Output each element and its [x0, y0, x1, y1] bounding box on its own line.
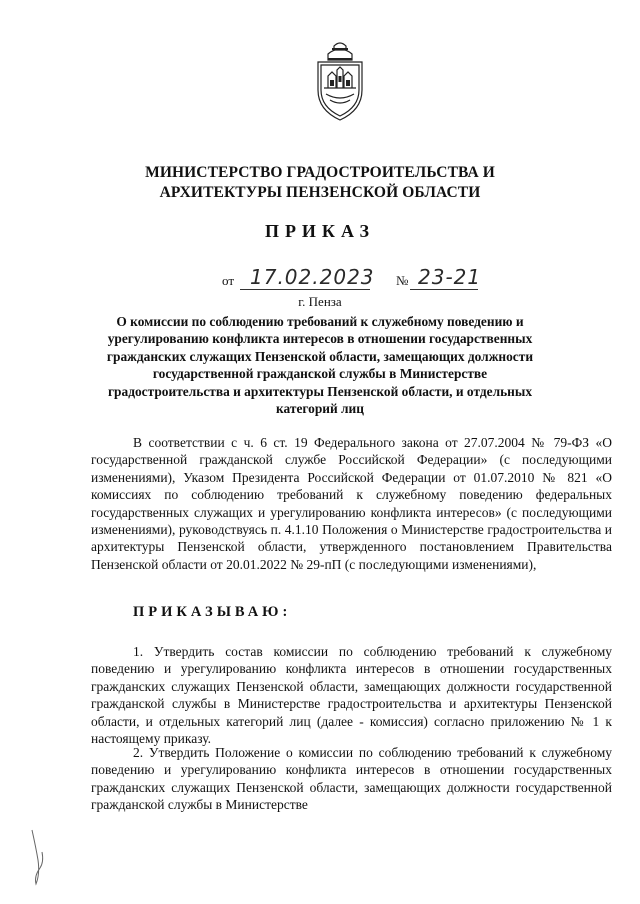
decree-heading: ПРИКАЗЫВАЮ:	[133, 604, 292, 620]
margin-pencil-mark	[28, 828, 50, 888]
order-subject: О комиссии по соблюдению требований к служебному поведению и урегулированию конфликта интересов в отношении государственных гражданских служащих Пензенской области, замещающих должности государственной гражданской службы в Министерстве градостроительства и архитектуры Пензенской области, и отдельных категорий лиц	[106, 314, 534, 417]
coat-of-arms-emblem	[312, 40, 368, 122]
handwritten-date: 17.02.2023	[250, 265, 375, 289]
handwritten-number: 23-21	[418, 265, 482, 289]
ministry-name-line2: АРХИТЕКТУРЫ ПЕНЗЕНСКОЙ ОБЛАСТИ	[159, 184, 481, 201]
item-2-paragraph: 2. Утвердить Положение о комиссии по соблюдению требований к служебному поведению и урегулированию конфликта интересов в отношении государственных гражданских служащих Пензенской области, замещающих должности государственной гражданской службы в Министерстве	[91, 745, 612, 813]
item-1-paragraph: 1. Утвердить состав комиссии по соблюдению требований к служебному поведению и урегулированию конфликта интересов в отношении государственных гражданских служащих Пензенской области, замещающих должности государственной гражданской службы в Министерстве градостроительства и архитектуры Пензенской области, и отдельных категорий лиц (далее - комиссия) согласно приложению № 1 к настоящему приказу.	[91, 644, 612, 747]
preamble-paragraph: В соответствии с ч. 6 ст. 19 Федерального закона от 27.07.2004 № 79-ФЗ «О государственной гражданской службе Российской Федерации» (с последующими изменениями), Указом Президента Российской Федерации от 01.07.2010 № 821 «О комиссиях по соблюдению требований к служебному поведению федеральных государственных служащих и урегулированию конфликта интересов» (с последующими изменениями), руководствуясь п. 4.1.10 Положения о Министерстве градостроительства и архитектуры Пензенской области, утвержденного постановлением Правительства Пензенской области от 20.01.2022 № 29-пП (с последующими изменениями),	[91, 435, 612, 572]
date-underline	[240, 289, 370, 290]
number-label: №	[396, 273, 409, 288]
order-title: ПРИКАЗ	[264, 221, 376, 241]
date-label: от	[222, 273, 235, 288]
ministry-name-line1: МИНИСТЕРСТВО ГРАДОСТРОИТЕЛЬСТВА И	[145, 164, 495, 181]
ministry-name	[120, 163, 520, 203]
city-name: г. Пенза	[298, 294, 342, 309]
number-underline	[410, 289, 478, 290]
